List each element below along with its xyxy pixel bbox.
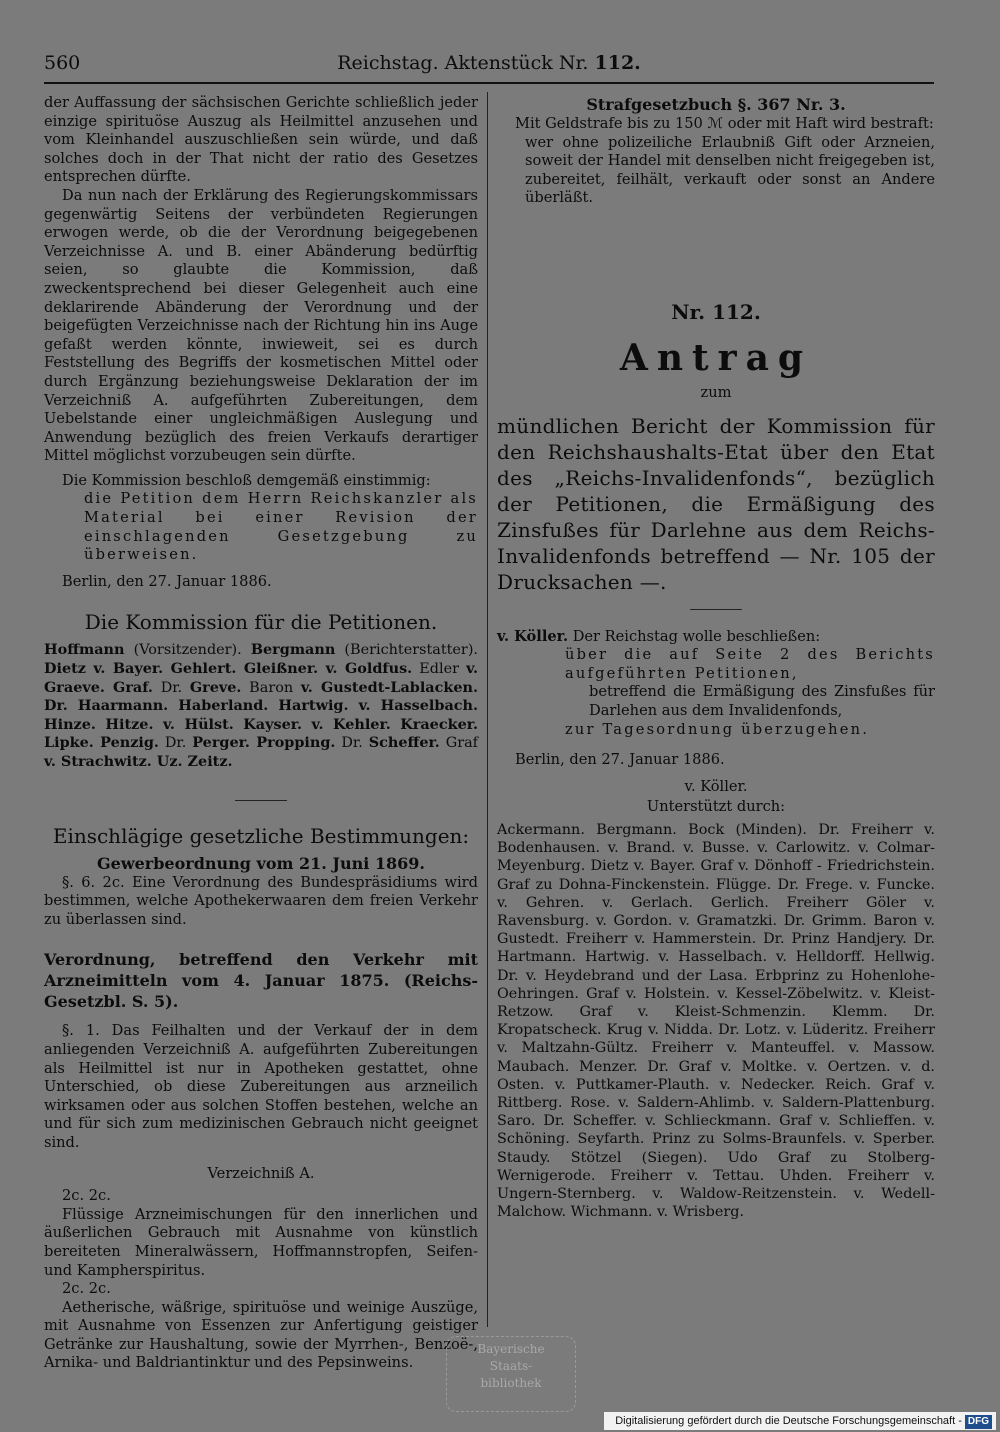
member-name: Bergmann — [250, 641, 336, 659]
digitization-footer — [604, 1412, 996, 1430]
separator-rule — [235, 800, 287, 801]
date-line: Berlin, den 27. Januar 1886. — [62, 572, 272, 590]
member-note: Dr. — [152, 679, 190, 696]
member-name: Hoffmann — [44, 641, 125, 659]
law-title: Strafgesetzbuch §. 367 Nr. 3. — [586, 95, 846, 114]
member-name: Scheffer. — [368, 734, 440, 752]
stamp-line: Bayerische — [477, 1342, 545, 1356]
quoted-provision: wer ohne polizeiliche Erlaubniß Gift oder Arzneien, soweit der Handel mit denselben nicht freigegeben ist, zubereitet, feilhält, verkauft oder sonst an Andere überläßt. — [525, 133, 935, 207]
petition-resolution: die Petition dem Herrn Reichskanzler als Material bei einer Revision der einschlagenden Gesetzgebung zu überweisen. — [84, 490, 478, 564]
running-head — [44, 52, 934, 74]
regulation-title: Verordnung, betreffend den Verkehr mit Arzneimitteln vom 4. Januar 1875. (Reichs-Gesetzbl. S. 5). — [44, 950, 478, 1012]
paragraph: Da nun nach der Erklärung des Regierungskommissars gegenwärtig Seitens der verbündeten Regierungen erwogen werde, ob die der Verordnung beigegebenen Verzeichnisse A. und B. einer Abänderung bedürftig seien, so glaubte die Kommission, daß zweckentsprechend bei dieser Gelegenheit auch eine deklarirende Abänderung der Verordnung und der beigefügten Verzeichnisse nach der Richtung hin ins Auge gefaßt werden könnte, inwieweit, sei es durch Feststellung des Begriffs der kosmetischen Mittel oder durch Ergänzung beziehungsweise Deklaration der im Verzeichniß A. aufgeführten Zubereitungen, dem Uebelstande einer ungleichmäßigen Auslegung und Anwendung bezüglich des freien Verkaufs derartiger Mittel möglichst vorzubeugen sein dürfte. — [44, 186, 478, 465]
motion-line — [497, 628, 935, 647]
footer-text: Digitalisierung gefördert durch die Deutsche Forschungsgemeinschaft - — [615, 1415, 962, 1427]
paragraph: Die Kommission beschloß demgemäß einstimmig: — [62, 471, 431, 489]
library-stamp — [446, 1336, 576, 1412]
paragraph: Aetherische, wäßrige, spirituöse und weinige Auszüge, mit Ausnahme von Essenzen zur Anfertigung geistiger Getränke zur Haushaltung, sowie der Myrrhen-, Benzoë-, Arnika- und Baldriantinktur und des Pepsinweins. — [44, 1298, 478, 1372]
date-line: Berlin, den 27. Januar 1886. — [515, 751, 725, 769]
motion-item: über die auf Seite 2 des Berichts aufgeführten Petitionen, — [565, 646, 935, 682]
etc-marker: 2c. 2c. — [62, 1187, 111, 1205]
commission-title: Die Kommission für die Petitionen. — [84, 610, 438, 635]
member-note: Baron — [241, 679, 301, 696]
page-header — [44, 52, 934, 78]
member-name: v. Gustedt-Lablacken. Dr. Haarmann. Haberland. Hartwig. v. Hasselbach. Hinze. Hitze. v. Hülst. Kayser. v. Kehler. Kraecker. Lipke. Penzig. — [44, 678, 478, 752]
motion-item: betreffend die Ermäßigung des Zinsfußes für Darlehen aus dem Invalidenfonds, — [589, 683, 935, 719]
law-title: Gewerbeordnung vom 21. Juni 1869. — [97, 853, 425, 873]
member-name: v. Strachwitz. Uz. Zeitz. — [44, 753, 233, 770]
member-note: Dr. — [158, 735, 193, 752]
member-name: Dietz v. Bayer. Gehlert. Gleißner. v. Goldfus. — [44, 660, 413, 678]
member-note: (Vorsitzender). — [124, 642, 251, 659]
paragraph: der Auffassung der sächsischen Gerichte schließlich jeder einzige spirituöse Auszug als Heilmittel anzusehen und vom Kleinhandel auszuschließen sein würde, und daß solches doch in der That nicht der ratio des Gesetzes entsprechen dürfte. — [44, 94, 478, 186]
member-name: v. Graeve. Graf. — [44, 660, 478, 696]
running-head-prefix: Reichstag. Aktenstück Nr. — [337, 52, 595, 74]
stamp-line: Staats- — [489, 1359, 533, 1373]
paragraph: Mit Geldstrafe bis zu 150 ℳ oder mit Haft wird bestraft: — [515, 115, 934, 132]
motion-item: zur Tagesordnung überzugehen. — [565, 720, 870, 738]
zum-line: zum — [700, 383, 732, 401]
paragraph: §. 1. Das Feilhalten und der Verkauf der in dem anliegenden Verzeichniß A. aufgeführten Zubereitungen als Heilmittel ist nur in Apotheken gestattet, ohne Unterschied, ob diese Zubereitungen aus arzneilich wirksamen oder aus solchen Stoffen bestehen, welche an und für sich zum medizinischen Gebrauch nicht geeignet sind. — [44, 1022, 478, 1151]
stamp-line: bibliothek — [480, 1376, 542, 1390]
document-number: Nr. 112. — [671, 299, 761, 324]
member-note: Dr. — [335, 735, 369, 752]
dfg-logo: DFG — [965, 1415, 992, 1429]
commission-members — [44, 641, 478, 771]
paragraph: Flüssige Arzneimischungen für den innerlichen und äußerlichen Gebrauch mit Ausnahme von künstlich bereiteten Mineralwässern, Hoffmannstropfen, Seifen- und Kampherspiritus. — [44, 1205, 478, 1279]
motion-heading: Antrag — [619, 336, 813, 379]
motion-subject: mündlichen Bericht der Kommission für den Reichshaushalts-Etat über den Etat des „Reichs-Invalidenfonds“, bezüglich der Petitionen, die Ermäßigung des Zinsfußes für Darlehne aus dem Reichs-Invalidenfonds betreffend — Nr. 105 der Drucksachen —. — [497, 413, 935, 594]
separator-rule — [690, 609, 742, 610]
right-column — [497, 94, 935, 1221]
member-note: (Berichterstatter). — [335, 642, 479, 659]
running-head-number: 112. — [594, 52, 641, 74]
section-title: Einschlägige gesetzliche Bestimmungen: — [52, 823, 470, 848]
supporters-list: Ackermann. Bergmann. Bock (Minden). Dr. Freiherr v. Bodenhausen. v. Brand. v. Busse. v. Carlowitz. v. Colmar-Meyenburg. Dietz v. Bayer. Graf v. Dönhoff - Friedrichstein. Graf zu Dohna-Finckenstein. Flügge. Dr. Frege. v. Funcke. v. Gehren. v. Gerlach. Gerlich. Freiherr Göler v. Ravensburg. v. Gordon. v. Gramatzki. Dr. Grimm. Baron v. Gustedt. Freiherr v. Hammerstein. Dr. Prinz Handjery. Dr. Hartmann. Hartwig. v. Hasselbach. v. Helldorff. Hellwig. Dr. v. Heydebrand und der Lasa. Erbprinz zu Hohenlohe-Oehringen. Graf v. Holstein. v. Kessel-Zöbelwitz. v. Kleist-Retzow. Graf v. Kleist-Schmenzin. Klemm. Dr. Kropatscheck. Krug v. Nidda. Dr. Lotz. v. Lüderitz. Freiherr v. Maltzahn-Gültz. Freiherr v. Manteuffel. v. Massow. Maubach. Menzer. Dr. Graf v. Moltke. v. Oertzen. v. d. Osten. v. Puttkamer-Plauth. v. Nedecker. Reich. Graf v. Rittberg. Rose. v. Saldern-Ahlimb. v. Saldern-Plattenburg. Saro. Dr. Scheffer. v. Schlieckmann. Graf v. Schlieffen. v. Schöning. Seyfarth. Prinz zu Solms-Braunfels. v. Sperber. Staudy. Stötzel (Siegen). Udo Graf zu Stolberg-Wernigerode. Freiherr v. Tettau. Uhden. Freiherr v. Ungern-Sternberg. v. Waldow-Reitzenstein. v. Wedell-Malchow. Wichmann. v. Wrisberg. — [497, 821, 935, 1221]
motion-intro: Der Reichstag wolle beschließen: — [568, 627, 821, 645]
header-rule — [44, 82, 934, 84]
paragraph: §. 6. 2c. Eine Verordnung des Bundespräsidiums wird bestimmen, welche Apothekerwaaren dem freien Verkehr zu überlassen sind. — [44, 873, 478, 928]
member-name: Greve. — [189, 678, 242, 696]
list-title: Verzeichniß A. — [207, 1164, 315, 1182]
member-note: Graf — [439, 735, 478, 752]
supported-by: Unterstützt durch: — [646, 798, 786, 816]
column-divider — [487, 92, 488, 1327]
signature: v. Köller. — [684, 777, 748, 795]
page-number: 560 — [44, 52, 81, 74]
etc-marker: 2c. 2c. — [62, 1280, 111, 1298]
motion-name: v. Köller. — [497, 627, 569, 645]
member-note: Edler — [412, 661, 467, 678]
left-column — [44, 94, 478, 1373]
member-name: Perger. Propping. — [192, 734, 336, 752]
